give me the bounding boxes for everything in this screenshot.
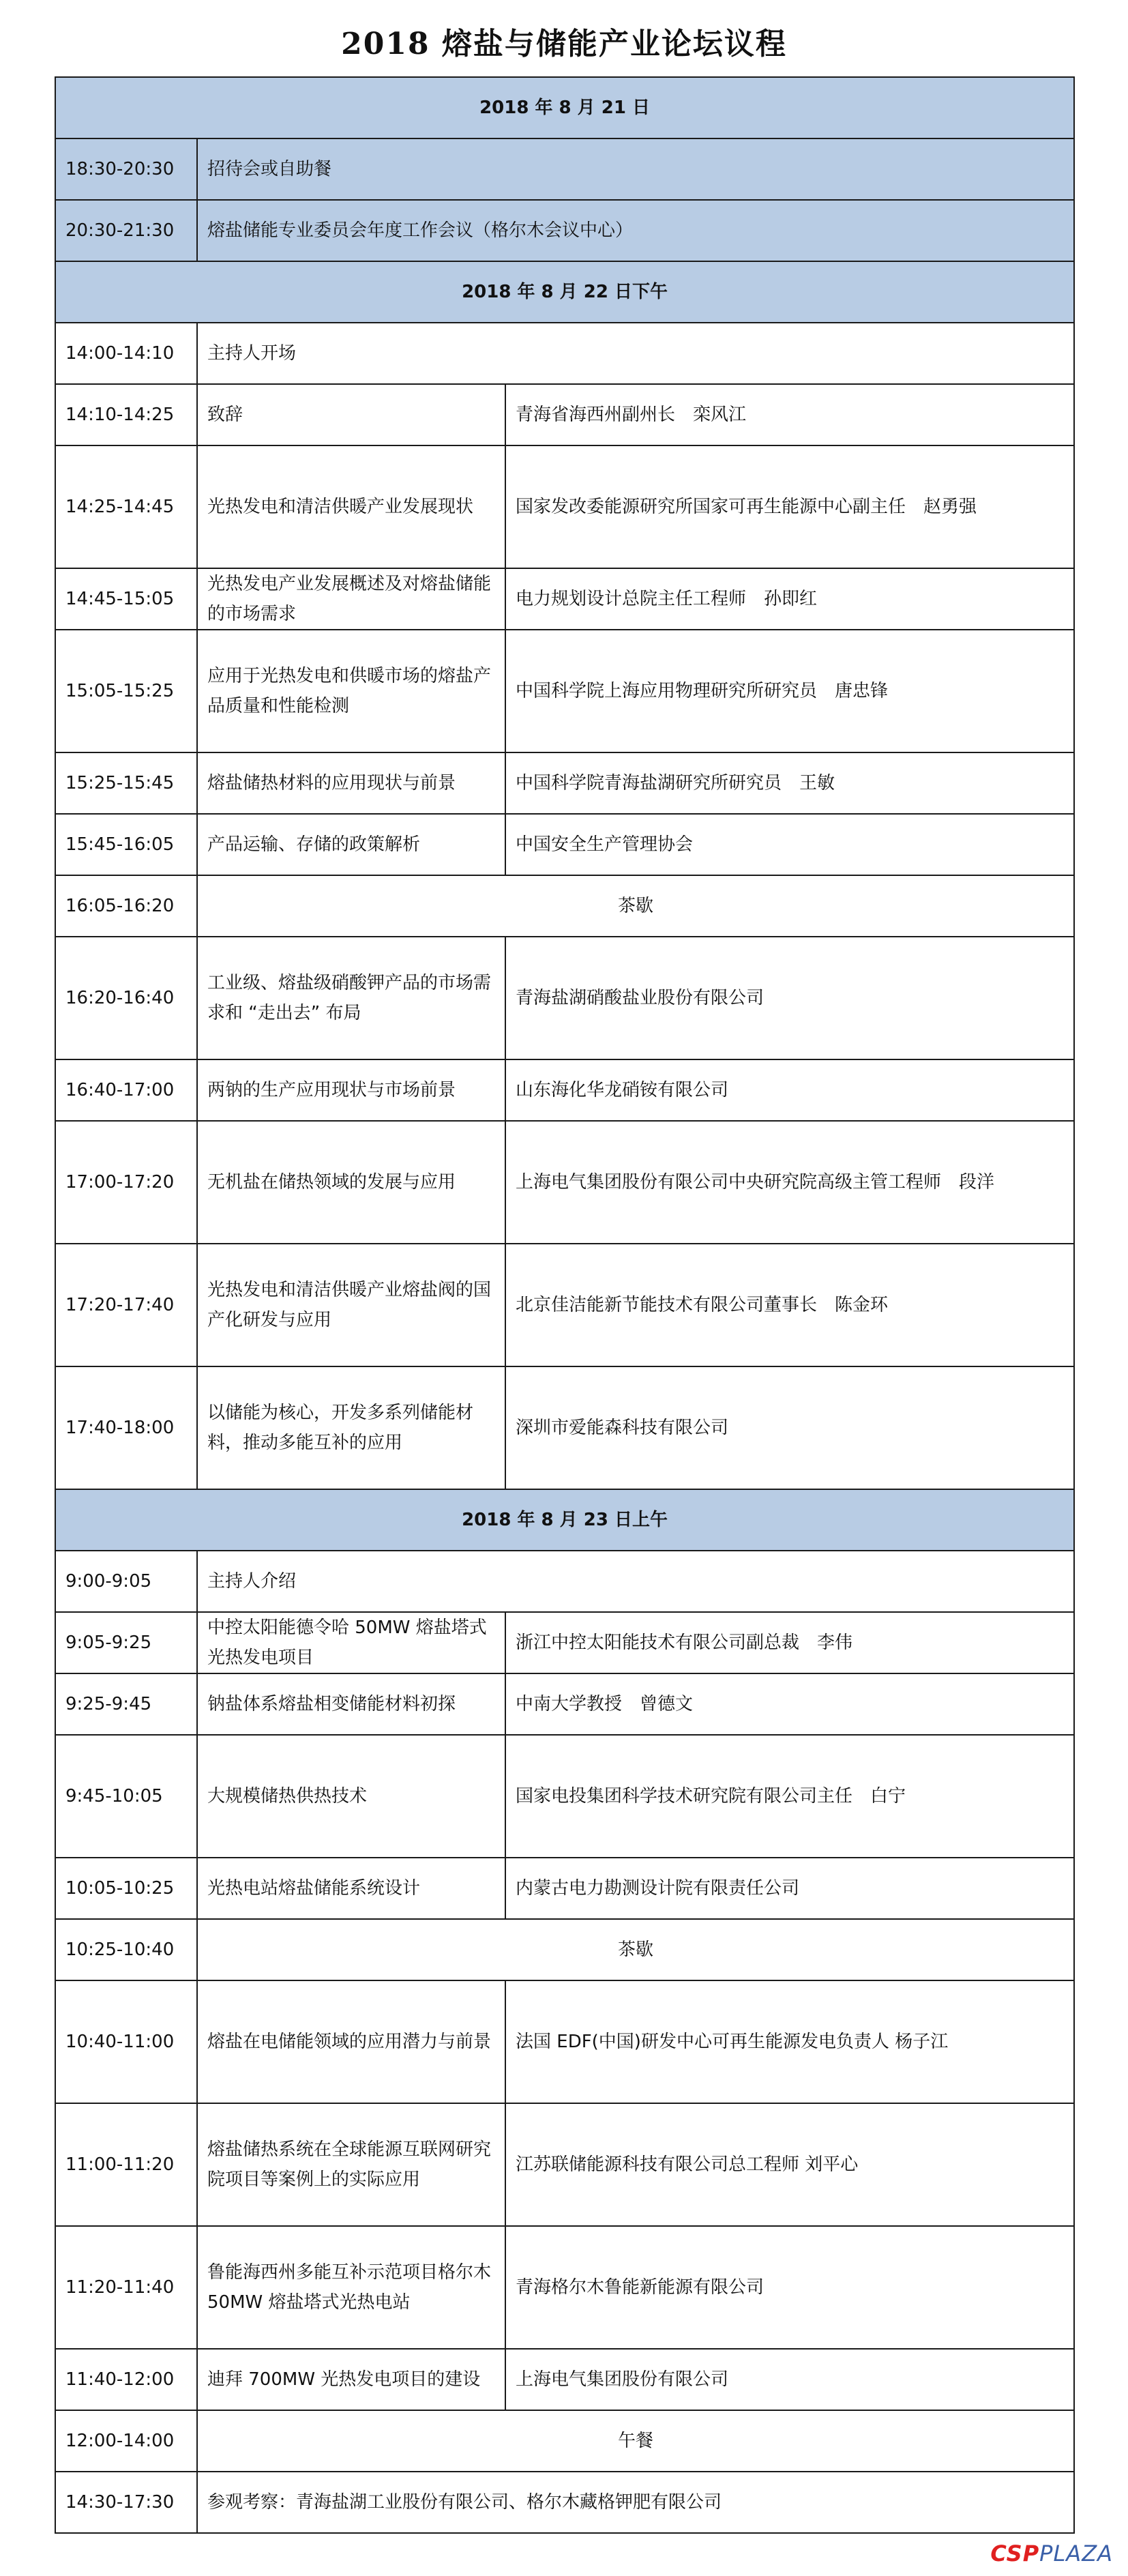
session-speaker: 山东海化华龙硝铵有限公司 bbox=[505, 1059, 1074, 1121]
session-topic: 迪拜 700MW 光热发电项目的建设 bbox=[197, 2349, 505, 2410]
page-title: 2018 熔盐与储能产业论坛议程 bbox=[341, 27, 787, 61]
session-row bbox=[55, 1735, 1074, 1858]
session-time: 18:30-20:30 bbox=[55, 138, 197, 200]
session-topic: 光热发电和清洁供暖产业发展现状 bbox=[197, 445, 505, 568]
session-topic: 产品运输、存储的政策解析 bbox=[197, 814, 505, 875]
session-speaker: 青海省海西州副州长 栾风江 bbox=[505, 384, 1074, 445]
session-row bbox=[55, 2349, 1074, 2410]
session-topic: 鲁能海西州多能互补示范项目格尔木 50MW 熔盐塔式光热电站 bbox=[197, 2226, 505, 2349]
day-header: 2018 年 8 月 22 日下午 bbox=[55, 261, 1074, 323]
session-speaker: 国家发改委能源研究所国家可再生能源中心副主任 赵勇强 bbox=[505, 445, 1074, 568]
session-speaker: 电力规划设计总院主任工程师 孙即红 bbox=[505, 568, 1074, 630]
session-row bbox=[55, 1673, 1074, 1735]
session-time: 16:05-16:20 bbox=[55, 875, 197, 937]
session-row bbox=[55, 752, 1074, 814]
session-time: 10:25-10:40 bbox=[55, 1919, 197, 1980]
session-speaker: 江苏联储能源科技有限公司总工程师 刘平心 bbox=[505, 2103, 1074, 2226]
session-topic: 中控太阳能德令哈 50MW 熔盐塔式光热发电项目 bbox=[197, 1612, 505, 1673]
session-topic: 两钠的生产应用现状与市场前景 bbox=[197, 1059, 505, 1121]
agenda-table bbox=[55, 76, 1075, 2534]
break-label: 午餐 bbox=[197, 2410, 1074, 2472]
session-row bbox=[55, 1059, 1074, 1121]
session-row bbox=[55, 2472, 1074, 2533]
session-time: 12:00-14:00 bbox=[55, 2410, 197, 2472]
session-row bbox=[55, 200, 1074, 261]
session-time: 15:45-16:05 bbox=[55, 814, 197, 875]
session-row bbox=[55, 1612, 1074, 1673]
session-content: 主持人介绍 bbox=[197, 1551, 1074, 1612]
session-topic: 工业级、熔盐级硝酸钾产品的市场需求和 “走出去” 布局 bbox=[197, 937, 505, 1059]
session-time: 11:20-11:40 bbox=[55, 2226, 197, 2349]
session-speaker: 中国科学院青海盐湖研究所研究员 王敏 bbox=[505, 752, 1074, 814]
session-time: 14:45-15:05 bbox=[55, 568, 197, 630]
session-row bbox=[55, 814, 1074, 875]
session-time: 14:25-14:45 bbox=[55, 445, 197, 568]
session-time: 9:00-9:05 bbox=[55, 1551, 197, 1612]
session-time: 14:00-14:10 bbox=[55, 323, 197, 384]
session-time: 10:40-11:00 bbox=[55, 1980, 197, 2103]
session-speaker: 国家电投集团科学技术研究院有限公司主任 白宁 bbox=[505, 1735, 1074, 1858]
day-header-row bbox=[55, 77, 1074, 138]
session-speaker: 内蒙古电力勘测设计院有限责任公司 bbox=[505, 1858, 1074, 1919]
session-time: 16:20-16:40 bbox=[55, 937, 197, 1059]
break-row bbox=[55, 1919, 1074, 1980]
session-topic: 致辞 bbox=[197, 384, 505, 445]
session-time: 16:40-17:00 bbox=[55, 1059, 197, 1121]
session-speaker: 中南大学教授 曾德文 bbox=[505, 1673, 1074, 1735]
day-header: 2018 年 8 月 21 日 bbox=[55, 77, 1074, 138]
session-speaker: 中国安全生产管理协会 bbox=[505, 814, 1074, 875]
session-row bbox=[55, 2103, 1074, 2226]
session-speaker: 北京佳洁能新节能技术有限公司董事长 陈金环 bbox=[505, 1244, 1074, 1366]
session-time: 15:25-15:45 bbox=[55, 752, 197, 814]
session-topic: 熔盐储热系统在全球能源互联网研究院项目等案例上的实际应用 bbox=[197, 2103, 505, 2226]
session-content: 招待会或自助餐 bbox=[197, 138, 1074, 200]
session-time: 17:20-17:40 bbox=[55, 1244, 197, 1366]
session-topic: 熔盐在电储能领域的应用潜力与前景 bbox=[197, 1980, 505, 2103]
session-content: 熔盐储能专业委员会年度工作会议（格尔木会议中心） bbox=[197, 200, 1074, 261]
session-row bbox=[55, 1551, 1074, 1612]
session-row bbox=[55, 384, 1074, 445]
session-row bbox=[55, 323, 1074, 384]
session-topic: 大规模储热供热技术 bbox=[197, 1735, 505, 1858]
session-topic: 钠盐体系熔盐相变储能材料初探 bbox=[197, 1673, 505, 1735]
session-time: 9:45-10:05 bbox=[55, 1735, 197, 1858]
session-speaker: 中国科学院上海应用物理研究所研究员 唐忠锋 bbox=[505, 630, 1074, 752]
session-topic: 无机盐在储热领域的发展与应用 bbox=[197, 1121, 505, 1244]
session-time: 14:10-14:25 bbox=[55, 384, 197, 445]
session-speaker: 浙江中控太阳能技术有限公司副总裁 李伟 bbox=[505, 1612, 1074, 1673]
session-row bbox=[55, 937, 1074, 1059]
session-time: 20:30-21:30 bbox=[55, 200, 197, 261]
session-time: 11:00-11:20 bbox=[55, 2103, 197, 2226]
session-speaker: 上海电气集团股份有限公司中央研究院高级主管工程师 段洋 bbox=[505, 1121, 1074, 1244]
session-row bbox=[55, 2226, 1074, 2349]
session-row bbox=[55, 138, 1074, 200]
session-row bbox=[55, 568, 1074, 630]
session-speaker: 法国 EDF(中国)研发中心可再生能源发电负责人 杨子江 bbox=[505, 1980, 1074, 2103]
session-topic: 应用于光热发电和供暖市场的熔盐产品质量和性能检测 bbox=[197, 630, 505, 752]
csp-plaza-logo: CSPPLAZA bbox=[990, 2541, 1113, 2566]
session-row bbox=[55, 1121, 1074, 1244]
day-header-row bbox=[55, 261, 1074, 323]
session-topic: 以储能为核心，开发多系列储能材料，推动多能互补的应用 bbox=[197, 1366, 505, 1489]
session-speaker: 深圳市爱能森科技有限公司 bbox=[505, 1366, 1074, 1489]
session-speaker: 青海盐湖硝酸盐业股份有限公司 bbox=[505, 937, 1074, 1059]
session-content: 参观考察：青海盐湖工业股份有限公司、格尔木藏格钾肥有限公司 bbox=[197, 2472, 1074, 2533]
session-time: 14:30-17:30 bbox=[55, 2472, 197, 2533]
session-time: 17:00-17:20 bbox=[55, 1121, 197, 1244]
day-header: 2018 年 8 月 23 日上午 bbox=[55, 1489, 1074, 1551]
day-header-row bbox=[55, 1489, 1074, 1551]
session-row bbox=[55, 1858, 1074, 1919]
session-time: 15:05-15:25 bbox=[55, 630, 197, 752]
session-time: 9:05-9:25 bbox=[55, 1612, 197, 1673]
session-row bbox=[55, 1244, 1074, 1366]
session-topic: 光热发电产业发展概述及对熔盐储能的市场需求 bbox=[197, 568, 505, 630]
session-topic: 光热电站熔盐储能系统设计 bbox=[197, 1858, 505, 1919]
session-speaker: 青海格尔木鲁能新能源有限公司 bbox=[505, 2226, 1074, 2349]
session-speaker: 上海电气集团股份有限公司 bbox=[505, 2349, 1074, 2410]
session-content: 主持人开场 bbox=[197, 323, 1074, 384]
session-row bbox=[55, 1980, 1074, 2103]
session-row bbox=[55, 445, 1074, 568]
break-row bbox=[55, 2410, 1074, 2472]
session-time: 10:05-10:25 bbox=[55, 1858, 197, 1919]
break-label: 茶歇 bbox=[197, 1919, 1074, 1980]
session-time: 9:25-9:45 bbox=[55, 1673, 197, 1735]
session-topic: 熔盐储热材料的应用现状与前景 bbox=[197, 752, 505, 814]
session-topic: 光热发电和清洁供暖产业熔盐阀的国产化研发与应用 bbox=[197, 1244, 505, 1366]
break-row bbox=[55, 875, 1074, 937]
break-label: 茶歇 bbox=[197, 875, 1074, 937]
session-row bbox=[55, 630, 1074, 752]
session-time: 11:40-12:00 bbox=[55, 2349, 197, 2410]
session-time: 17:40-18:00 bbox=[55, 1366, 197, 1489]
session-row bbox=[55, 1366, 1074, 1489]
